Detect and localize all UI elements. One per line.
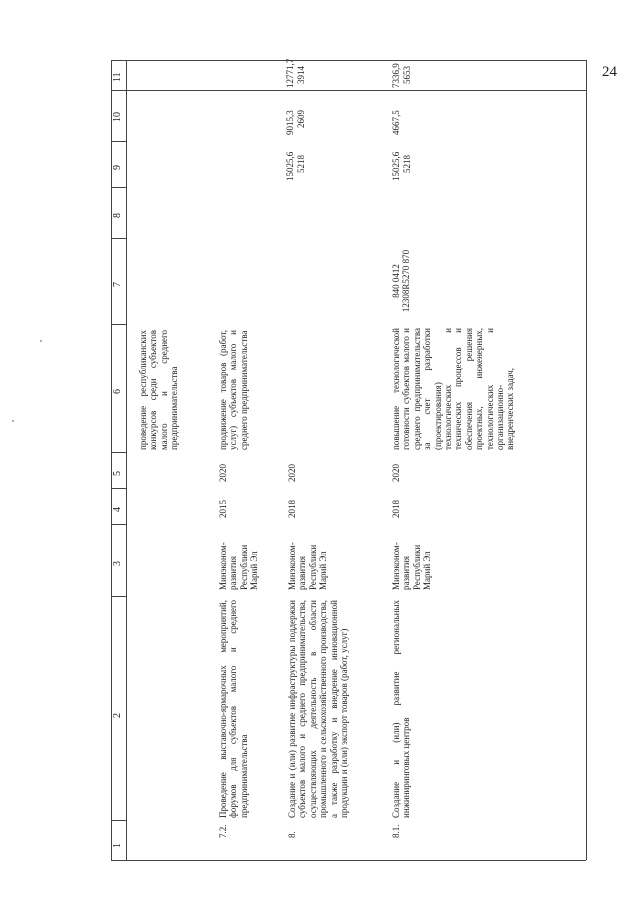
row-8-1-col11: 7336,9: [391, 63, 401, 88]
row-8-1-end: 2020: [391, 464, 401, 482]
row-8-end: 2020: [287, 464, 297, 482]
col-sep-10-11: [111, 90, 586, 91]
row-0-indicator: проведение республиканских конкурсов среди субъектов малого и среднего предпринимательства: [138, 330, 180, 450]
header-col-5: 5: [112, 471, 123, 476]
col-sep-8-9: [111, 187, 126, 188]
row-7-2-number: 7.2.: [218, 824, 228, 838]
row-8-1-name: Создание и (или) развитие региональных инжиниринговых центров: [391, 600, 412, 818]
header-col-7: 7: [112, 282, 123, 287]
row-8-1-budget-code: 840 0412 12308R5270 870: [391, 249, 412, 313]
row-8-1-indicator: повышение технологической готовности субъектов малого и среднего предпринимательства за счет разработки (проектирования) технологических и технических процессов и обеспечения решения проектных, инженерных, технологических и организационно- внедренческих задач,: [391, 328, 516, 450]
row-7-2-end: 2020: [218, 464, 228, 482]
row-8-1-col11b: 5653: [402, 66, 412, 84]
header-row-border: [126, 60, 127, 860]
table-border-right: [586, 60, 587, 860]
row-7-2-col10b: 2609: [296, 110, 306, 128]
header-col-2: 2: [112, 713, 123, 718]
header-col-11: 11: [112, 72, 123, 82]
row-7-2-col9b: 5218: [296, 155, 306, 173]
row-8-1-col9b: 5218: [402, 155, 412, 173]
header-col-3: 3: [112, 561, 123, 566]
row-7-2-name: Проведение выставочно-ярмарочных мероприятий, форумов для субъектов малого и среднего предпринимательства: [218, 600, 249, 818]
col-sep-6-7: [111, 324, 126, 325]
page-number: 24: [602, 64, 617, 80]
col-border-bottom: [111, 860, 586, 861]
header-col-4: 4: [112, 507, 123, 512]
row-8-1-number: 8.1.: [391, 824, 401, 838]
scan-speck: [12, 420, 14, 422]
row-8-1-executor: Минэконом- развития Республики Марий Эл: [391, 542, 433, 590]
header-col-1: 1: [112, 843, 123, 848]
row-7-2-start: 2015: [218, 500, 228, 518]
row-8-number: 8.: [287, 831, 297, 838]
row-8-executor: Минэконом- развития Республики Марий Эл: [287, 542, 329, 590]
scan-speck: [40, 340, 42, 342]
row-7-2-col9: 15025,6: [285, 151, 295, 181]
row-7-2-col11b: 3914: [296, 66, 306, 84]
header-col-6: 6: [112, 389, 123, 394]
col-sep-4-5: [111, 488, 126, 489]
row-7-2-col11: 12771,7: [285, 58, 295, 88]
header-col-9: 9: [112, 165, 123, 170]
col-sep-7-8: [111, 238, 126, 239]
col-sep-3-4: [111, 524, 126, 525]
row-7-2-indicator: продвижение товаров (работ, услуг) субъектов малого и среднего предпринимательства: [218, 330, 249, 450]
row-8-1-col9: 15025,6: [391, 151, 401, 181]
col-sep-5-6: [111, 452, 126, 453]
col-sep-9-10: [111, 141, 126, 142]
col-sep-2-3: [111, 596, 126, 597]
row-7-2-col10: 9015,3: [285, 110, 295, 135]
table-border-left: [111, 60, 112, 860]
col-sep-1-2: [111, 820, 126, 821]
header-col-10: 10: [112, 112, 123, 122]
row-8-name: Создание и (или) развитие инфраструктуры поддержки субъектов малого и среднего предпринимательства, осуществляющих деятельность в области промышленного и сельскохозяйственного производства, а также разработку и внедрение инновационной продукции и (или) экспорт товаров (работ, услуг): [287, 600, 350, 818]
row-8-1-start: 2018: [391, 500, 401, 518]
row-8-1-col10: 4667,5: [391, 110, 401, 135]
row-8-start: 2018: [287, 500, 297, 518]
row-7-2-executor: Минэконом- развития Республики Марий Эл: [218, 542, 260, 590]
header-col-8: 8: [112, 213, 123, 218]
col-border-top: [111, 60, 586, 61]
